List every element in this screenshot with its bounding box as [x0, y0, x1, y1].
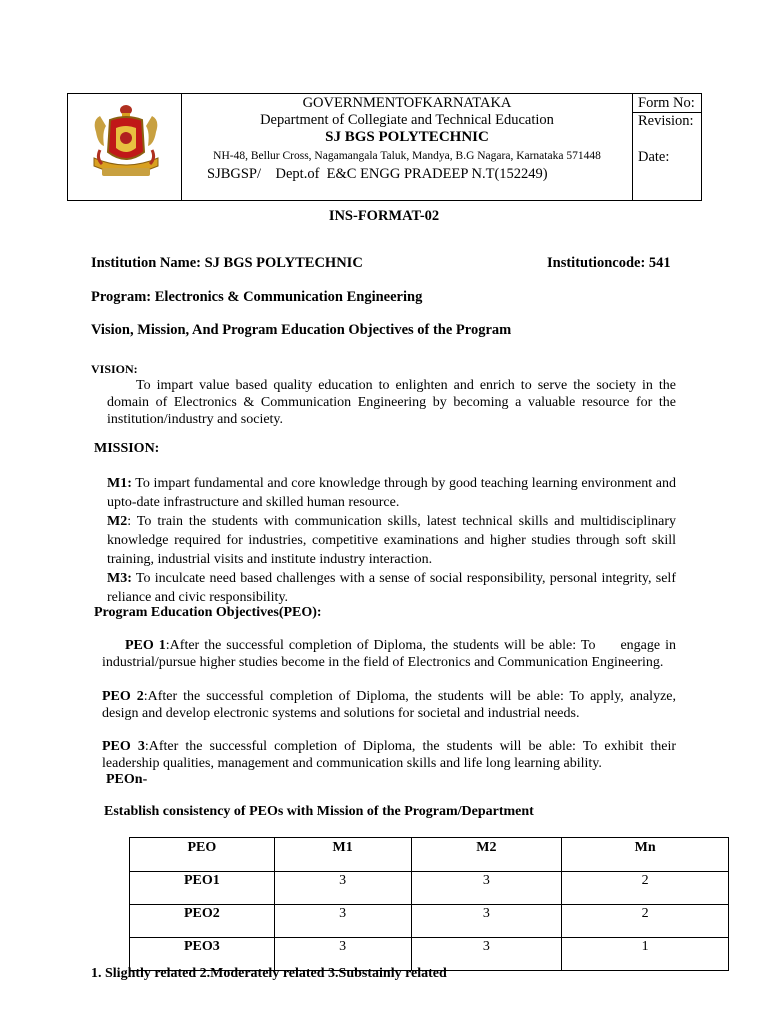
karnataka-emblem-icon: [88, 102, 164, 184]
mission-key: M3:: [107, 571, 132, 586]
peo-item-3: [102, 738, 676, 772]
form-no-label: Form No:: [638, 95, 695, 111]
table-cell: 3: [274, 872, 411, 905]
program-name: Program: Electronics & Communication Engineering: [91, 289, 423, 305]
table-cell: 3: [411, 905, 562, 938]
mission-label: MISSION:: [94, 441, 160, 456]
dept-title: Department of Collegiate and Technical Education: [260, 112, 554, 128]
mission-item: [107, 512, 676, 569]
college-title: SJ BGS POLYTECHNIC: [325, 129, 489, 145]
peon-label: PEOn-: [106, 772, 148, 787]
peo-item-1: [102, 637, 680, 671]
mission-text: To impart fundamental and core knowledge through by good teaching learning environment and upto-date infrastructure and skilled human resource.: [107, 476, 676, 510]
peo-text: :After the successful completion of Diploma, the students will be able: To exhibit their leadership qualities, management and communication skills and life long learning ability.: [102, 739, 677, 771]
format-title: INS-FORMAT-02: [328, 208, 440, 224]
table-header-cell: M1: [274, 838, 411, 872]
mission-text: To inculcate need based challenges with a sense of social responsibility, personal integrity, self reliance and civic responsibility.: [107, 571, 676, 605]
table-header-cell: Mn: [562, 838, 729, 872]
table-row: [130, 905, 729, 938]
peo-text: :After the successful completion of Diploma, the students will be able: To engage in industrial/pursue higher studies become in the field of Electronics and Communication Engineering.: [102, 638, 680, 670]
table-cell: 2: [562, 905, 729, 938]
vision-label: VISION:: [91, 362, 138, 376]
vision-text: To impart value based quality education to enlighten and enrich to serve the society in the domain of Electronics & Communication Engineering by becoming a valuable resource for the institution/industry and society.: [107, 378, 676, 427]
table-cell: PEO2: [130, 905, 275, 938]
gov-title: GOVERNMENTOFKARNATAKA: [302, 95, 512, 111]
table-cell: 3: [274, 905, 411, 938]
peo-text: :After the successful completion of Diploma, the students will be able: To apply, analyze, design and develop electronic systems and solutions for societal and industrial needs.: [102, 689, 676, 721]
table-cell: 3: [411, 938, 562, 971]
table-cell: 1: [562, 938, 729, 971]
table-row: [130, 872, 729, 905]
table-cell: 3: [411, 872, 562, 905]
table-header-cell: PEO: [130, 838, 275, 872]
peo-item-2: [102, 688, 676, 722]
table-cell: 2: [562, 872, 729, 905]
section-title: Vision, Mission, And Program Education Objectives of the Program: [91, 322, 512, 338]
reference-line: SJBGSP/ Dept.of E&C ENGG PRADEEP N.T(152249): [207, 166, 548, 182]
mission-key: M1:: [107, 476, 132, 491]
mission-item: [107, 569, 676, 607]
peo-key: PEO 2: [102, 689, 144, 704]
revision-label: Revision:: [638, 113, 694, 129]
legend-text: 1. Slightly related 2.Moderately related 3.Substainly related: [91, 966, 447, 981]
peo-mission-table: [129, 837, 729, 971]
mission-list: [107, 474, 676, 607]
peo-key: PEO 1: [125, 638, 166, 653]
header-box: [67, 93, 702, 201]
consistency-title: Establish consistency of PEOs with Mission of the Program/Department: [104, 804, 534, 819]
table-header-row: [130, 838, 729, 872]
peo-key: PEO 3: [102, 739, 145, 754]
date-label: Date:: [638, 149, 670, 165]
institution-name: Institution Name: SJ BGS POLYTECHNIC: [91, 255, 363, 271]
institution-code: Institutioncode: 541: [547, 255, 671, 271]
address-line: NH-48, Bellur Cross, Nagamangala Taluk, Mandya, B.G Nagara, Karnataka 571448: [213, 150, 601, 162]
table-cell: 3: [274, 938, 411, 971]
mission-text: : To train the students with communication skills, latest technical skills and multidisciplinary knowledge required for industries, competitive examinations and higher studies through soft skill training, industrial visits and institute industry interaction.: [107, 514, 676, 567]
table-header-cell: M2: [411, 838, 562, 872]
table-cell: PEO1: [130, 872, 275, 905]
mission-item: [107, 474, 676, 512]
table-cell: PEO3: [130, 938, 275, 971]
peo-label: Program Education Objectives(PEO):: [94, 605, 322, 620]
mission-key: M2: [107, 514, 128, 529]
